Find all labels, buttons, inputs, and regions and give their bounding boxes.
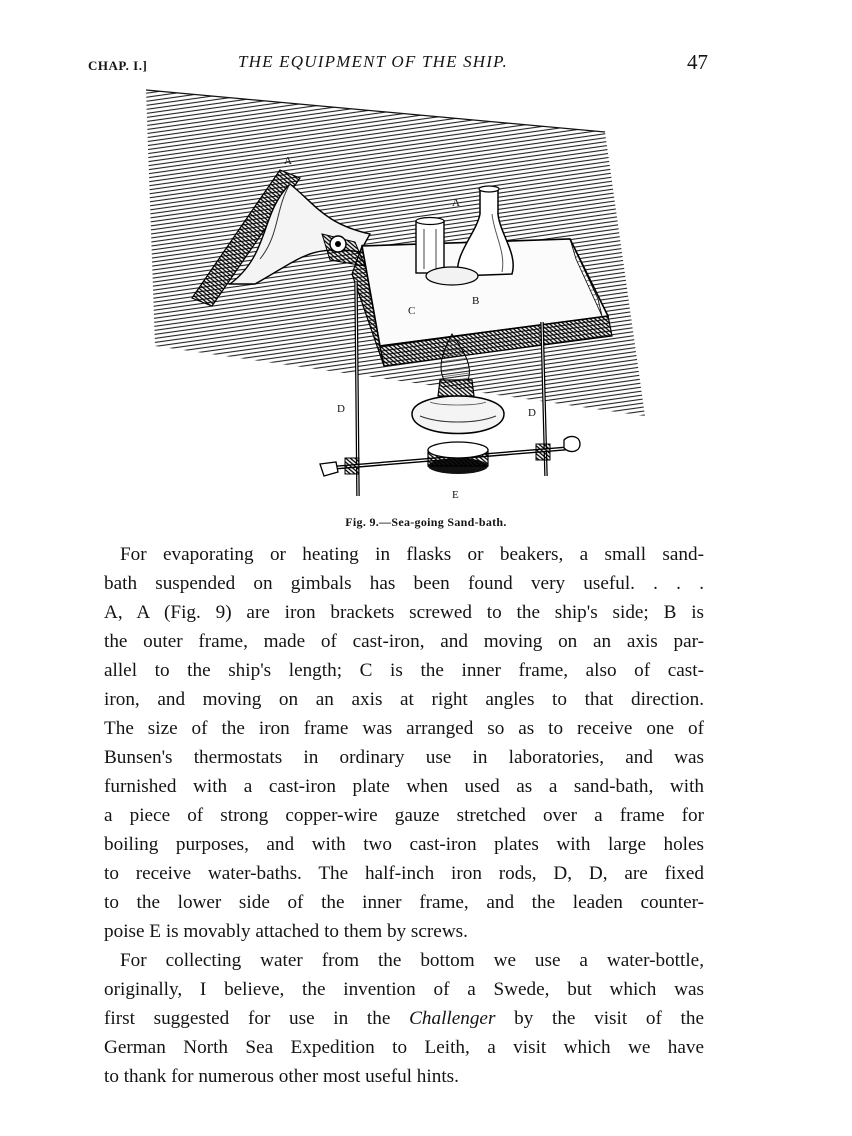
sand-bath-engraving <box>140 84 652 504</box>
text-line: a piece of strong copper-wire gauze stretched over a frame for <box>104 805 704 826</box>
label-b: B <box>472 295 480 307</box>
text-line: The size of the iron frame was arranged so as to receive one of <box>104 718 704 739</box>
text-line: to the lower side of the inner frame, and the leaden counter- <box>104 892 704 913</box>
text-line: the outer frame, made of cast-iron, and moving on an axis par- <box>104 631 704 652</box>
sand-dish <box>426 267 478 285</box>
text-line: For collecting water from the bottom we use a water-bottle, <box>120 950 704 971</box>
figure-sand-bath <box>140 84 652 504</box>
page-number: 47 <box>687 50 708 74</box>
running-header <box>88 50 708 80</box>
text-line: boiling purposes, and with two cast-iron plates with large holes <box>104 834 704 855</box>
text-line: iron, and moving on an axis at right angles to that direction. <box>104 689 704 710</box>
text-line: allel to the ship's length; C is the inner frame, also of cast- <box>104 660 704 681</box>
text-line: furnished with a cast-iron plate when used as a sand-bath, with <box>104 776 704 797</box>
text-line: originally, I believe, the invention of a Swede, but which was <box>104 979 704 1000</box>
label-c: C <box>408 305 416 317</box>
paragraph-1 <box>104 540 704 946</box>
text-line: to receive water-baths. The half-inch iron rods, D, D, are fixed <box>104 863 704 884</box>
figure-caption: Fig. 9.—Sea-going Sand-bath. <box>345 515 507 529</box>
counterpoise-e <box>428 442 488 474</box>
label-e: E <box>452 489 459 501</box>
paragraph-2 <box>104 946 704 1091</box>
beaker <box>416 218 444 274</box>
text-line: For evaporating or heating in flasks or beakers, a small sand- <box>120 544 704 565</box>
body-text <box>104 540 704 1091</box>
running-title: THE EQUIPMENT OF THE SHIP. <box>238 52 508 71</box>
text-line: German North Sea Expedition to Leith, a visit which we have <box>104 1037 704 1058</box>
label-a-flask: A <box>452 197 460 209</box>
label-d-left: D <box>337 403 345 415</box>
text-line: poise E is movably attached to them by screws. <box>104 921 468 942</box>
text-line: bath suspended on gimbals has been found very useful. . . . <box>104 573 704 594</box>
text-line: Bunsen's thermostats in ordinary use in laboratories, and was <box>104 747 704 768</box>
text-run: by the visit of the <box>495 1008 705 1029</box>
text-run: first suggested for use in the <box>104 1008 410 1029</box>
text-line <box>104 1004 704 1033</box>
text-line: to thank for numerous other most useful hints. <box>104 1066 459 1087</box>
label-d-right: D <box>528 407 536 419</box>
label-a-bracket: A <box>284 155 292 167</box>
ship-name-challenger: Challenger <box>409 1008 496 1029</box>
chapter-marker: CHAP. I.] <box>88 58 148 73</box>
text-line: A, A (Fig. 9) are iron brackets screwed to the ship's side; B is <box>104 602 704 623</box>
